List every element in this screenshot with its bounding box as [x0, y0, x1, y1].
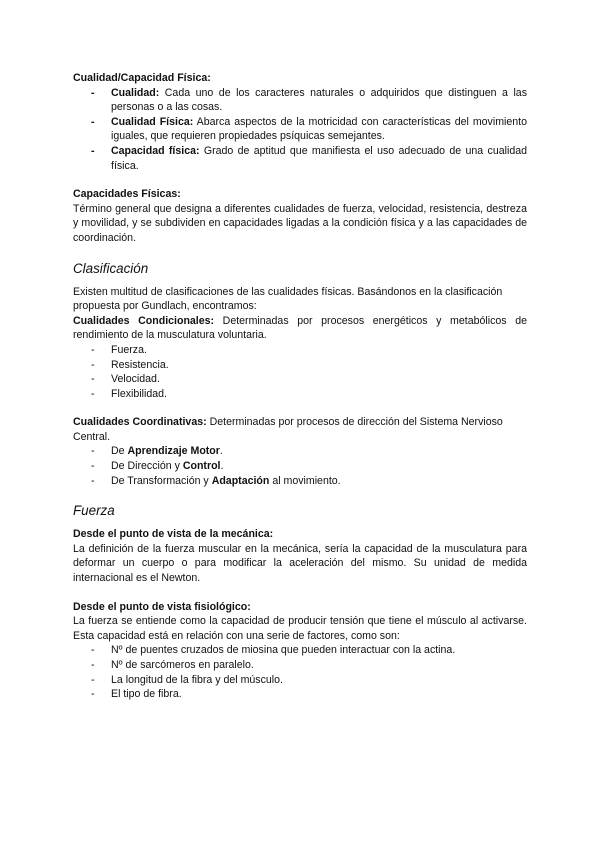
coordinativas-list — [73, 444, 527, 488]
clasificacion-intro: Existen multitud de clasificaciones de las cualidades físicas. Basándonos en la clasificación propuesta por Gundlach, encontramos: — [73, 285, 503, 313]
fisiologico-factors-list — [73, 643, 527, 701]
list-item: - Resistencia. — [73, 358, 527, 373]
list-item — [73, 459, 527, 474]
item-bold: Adaptación — [211, 474, 270, 487]
cualidad-capacidad-heading: Cualidad/Capacidad Física: — [73, 72, 211, 84]
item-bold: Control — [182, 460, 221, 473]
mecanica-heading: Desde el punto de vista de la mecánica: — [73, 528, 274, 541]
fisiologico-heading: Desde el punto de vista fisiológico: — [73, 600, 251, 613]
item-text: . — [220, 460, 224, 473]
item-text: De — [111, 445, 128, 458]
fuerza-title: Fuerza — [73, 503, 115, 519]
coordinativas-term: Cualidades Coordinativas: — [73, 416, 207, 429]
mecanica-text: La definición de la fuerza muscular en la mecánica, sería la capacidad de la musculatura para deformar un cuerpo o para modificar la aceleración del mismo. Su unidad de medida internacional es el Newton. — [73, 542, 527, 585]
condicionales-paragraph — [73, 314, 527, 343]
capacidades-fisicas-heading: Capacidades Físicas: — [73, 188, 181, 201]
list-item — [73, 86, 527, 115]
item-text: De Transformación y — [111, 474, 212, 487]
item-text: al movimiento. — [269, 474, 341, 487]
definition-term: Capacidad física: — [111, 144, 200, 157]
coordinativas-paragraph — [73, 415, 527, 444]
list-item: - Velocidad. — [73, 372, 527, 387]
item-text: De Dirección y — [111, 460, 183, 473]
condicionales-list — [73, 343, 527, 401]
list-item: - Flexibilidad. — [73, 387, 527, 402]
definition-text: Cada uno de los caracteres naturales o adquiridos que distinguen a las personas o a las cosas. — [111, 86, 527, 114]
definition-text: Abarca aspectos de la motricidad con características del movimiento iguales, que requieren propiedades psíquicas semejantes. — [111, 115, 527, 143]
condicionales-term: Cualidades Condicionales: — [73, 314, 215, 327]
list-item: - Nº de puentes cruzados de miosina que pueden interactuar con la actina. — [73, 643, 527, 658]
list-item — [73, 474, 527, 489]
item-bold: Aprendizaje Motor — [127, 445, 220, 458]
list-item: - La longitud de la fibra y del músculo. — [73, 673, 527, 688]
coordinativas-text: Determinadas por procesos de dirección del Sistema Nervioso Central. — [73, 416, 503, 443]
list-item: - Nº de sarcómeros en paralelo. — [73, 658, 527, 673]
definition-term: Cualidad: — [111, 86, 160, 99]
clasificacion-title: Clasificación — [73, 260, 149, 276]
list-item: - Fuerza. — [73, 343, 527, 358]
definition-text: Grado de aptitud que manifiesta el uso adecuado de una cualidad física. — [111, 144, 527, 172]
list-item — [73, 115, 527, 144]
fisiologico-text: La fuerza se entiende como la capacidad de producir tensión que tiene el músculo al activarse. Esta capacidad está en relación con una serie de factores, como son: — [73, 615, 527, 642]
document-content — [73, 71, 527, 702]
list-item: - El tipo de fibra. — [73, 687, 527, 702]
list-item — [73, 144, 527, 173]
condicionales-text: Determinadas por procesos energéticos y metabólicos de rendimiento de la musculatura voluntaria. — [73, 314, 527, 342]
cualidad-definitions-list — [73, 86, 527, 174]
item-text: . — [219, 445, 223, 458]
capacidades-fisicas-text: Término general que designa a diferentes cualidades de fuerza, velocidad, resistencia, destreza y movilidad, y se subdividen en capacidades ligadas a la condición física y a las capacidades de coordinación. — [73, 202, 527, 244]
list-item — [73, 444, 527, 459]
definition-term: Cualidad Física: — [111, 115, 194, 128]
